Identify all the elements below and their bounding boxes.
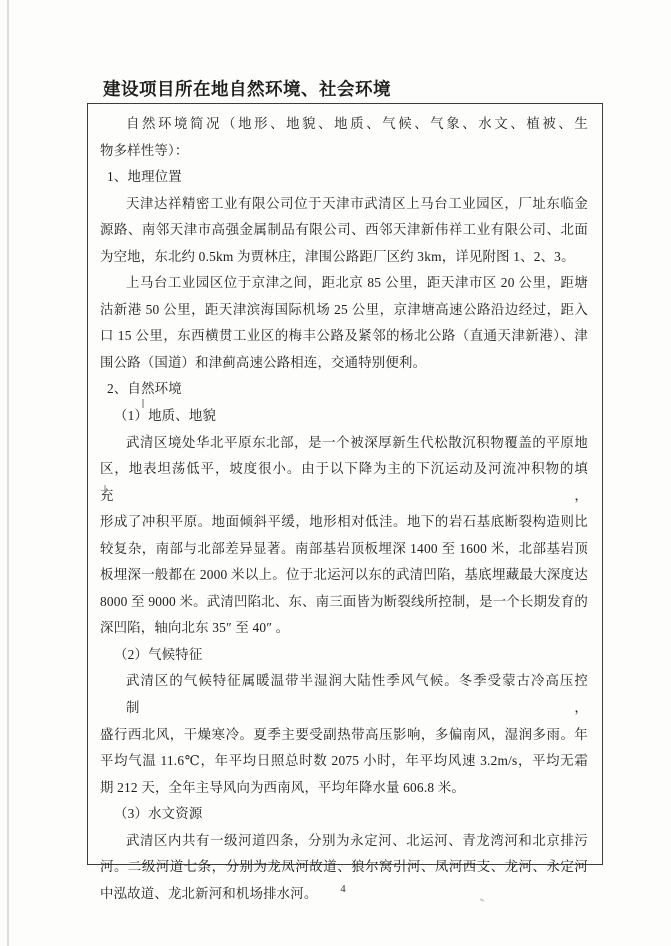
text-line: 自然环境简况（地形、地貌、地质、气候、气象、水文、植被、生 (126, 116, 588, 131)
text-line: 形成了冲积平原。地面倾斜平缓，地形相对低洼。地下的岩石基底断裂构造则比 (100, 514, 588, 530)
text-line: 天津达祥精密工业有限公司位于天津市武清区上马台工业园区，厂址东临金 (126, 195, 588, 211)
text-line: 河。二级河道七条，分别为龙凤河故道、狼尔窝引河、凤河西支、龙河、永定河 (100, 859, 588, 875)
text-line: （3）水文资源 (114, 806, 203, 822)
text-line: 武清区内共有一级河道四条，分别为永定河、北运河、青龙湾河和北京排污 (126, 832, 588, 848)
text-line: 口 15 公里，东西横贯工业区的梅丰公路及紧邻的杨北公路（直通天津新港）、津 (100, 328, 588, 344)
text-line: 武清区的气候特征属暖温带半湿润大陆性季风气候。冬季受蒙古冷高压控制， (126, 673, 588, 716)
scan-speck (104, 485, 106, 493)
scan-artifact-line (7, 0, 9, 946)
text-line: 围公路（国道）和津蓟高速公路相连，交通特别便利。 (100, 354, 427, 370)
text-line: 为空地，东北约 0.5km 为贾林庄，津围公路距厂区约 3km，详见附图 1、2、3。 (100, 248, 575, 264)
text-line: 武清区境处华北平原东北部，是一个被深厚新生代松散沉积物覆盖的平原地 (126, 434, 588, 450)
text-line: （1）地质、地貌 (114, 408, 217, 424)
text-line: 区，地表坦荡低平，坡度很小。由于以下降为主的下沉运动及河流冲积物的填充， (100, 461, 588, 503)
natural-environment-section (88, 104, 602, 907)
text-line: （2）气候特征 (114, 646, 203, 662)
content-border-box (87, 103, 603, 901)
text-line: 平均气温 11.6℃，年平均日照总时数 2075 小时，年平均风速 3.2m/s，平均无霜 (100, 753, 588, 769)
text-line: 1、地理位置 (107, 169, 182, 185)
text-line: 上马台工业园区位于京津之间，距北京 85 公里，距天津市区 20 公里，距塘 (126, 275, 588, 291)
text-line: 8000 至 9000 米。武清凹陷北、东、南三面皆为断裂线所控制，是一个长期发育的 (100, 593, 588, 609)
text-line: 沽新港 50 公里，距天津滨海国际机场 25 公里，京津塘高速公路沿边经过，距入 (100, 301, 588, 317)
text-line: 较复杂，南部与北部差异显著。南部基岩顶板埋深 1400 至 1600 米，北部基岩顶 (100, 540, 588, 556)
scan-speck (146, 434, 148, 436)
text-line: 深凹陷，轴向北东 35″ 至 40″ 。 (100, 620, 290, 636)
text-line: 2、自然环境 (107, 381, 182, 397)
page-title: 建设项目所在地自然环境、社会环境 (103, 79, 391, 99)
scan-speck (142, 399, 144, 408)
text-line: 中泓故道、龙北新河和机场排水河。 (100, 885, 318, 901)
text-line: 源路、南邻天津市高强金属制品有限公司、西邻天津新伟祥工业有限公司、北面 (100, 222, 588, 238)
page-number: 4 (340, 884, 346, 895)
text-line: 盛行西北风，干燥寒冷。夏季主要受副热带高压影响，多偏南风，湿润多雨。年 (100, 726, 588, 742)
text-line: 板埋深一般都在 2000 米以上。位于北运河以东的武清凹陷，基底埋藏最大深度达 (100, 567, 588, 583)
text-line: 物多样性等）： (100, 142, 189, 158)
text-line: 期 212 天，全年主导风向为西南风，平均年降水量 606.8 米。 (100, 779, 465, 795)
